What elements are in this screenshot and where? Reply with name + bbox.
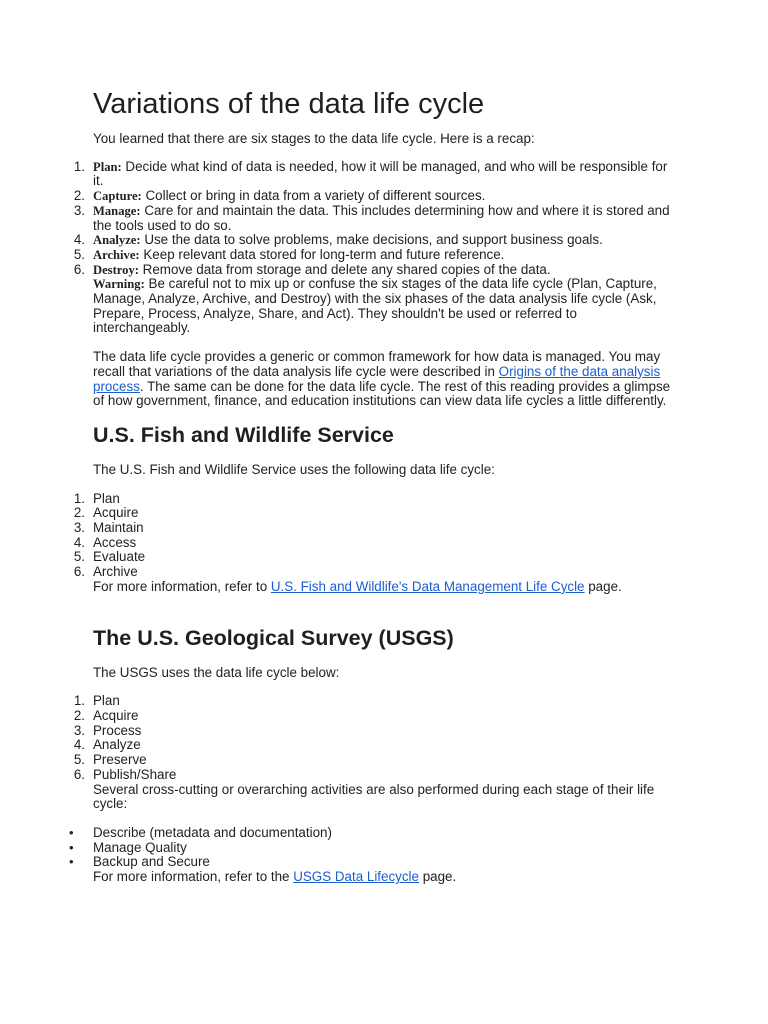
- document-content: [69, 86, 675, 885]
- framework-text-after: . The same can be done for the data life cycle. The rest of this reading provides a glimpse of how government, finance, and education institutions can view data life cycles a little differently.: [93, 378, 671, 409]
- list-item: [73, 490, 675, 507]
- stage-description: Use the data to solve problems, make decisions, and support business goals.: [144, 232, 603, 248]
- list-number: 3.: [73, 722, 85, 738]
- list-item: [73, 505, 675, 521]
- stage-term: Capture:: [93, 189, 142, 204]
- bullet-icon: •: [69, 824, 74, 840]
- list-item: [73, 158, 675, 189]
- list-number: 1.: [73, 490, 85, 506]
- list-item: [73, 737, 675, 753]
- usgs-crosscut-text: Several cross-cutting or overarching activities are also performed during each stage of their life cycle:: [93, 781, 655, 812]
- list-item: [69, 824, 675, 841]
- list-number: 4.: [73, 737, 85, 753]
- list-item: [73, 188, 675, 204]
- list-number: 5.: [73, 246, 85, 262]
- stage-description: Collect or bring in data from a variety of different sources.: [145, 188, 486, 204]
- list-item-label: Manage Quality: [93, 839, 187, 855]
- usgs-more-before: For more information, refer to the: [93, 869, 294, 885]
- list-number: 5.: [73, 752, 85, 768]
- list-item: [69, 839, 675, 856]
- usgs-intro: The USGS uses the data life cycle below:: [93, 664, 340, 680]
- usgs-heading: The U.S. Geological Survey (USGS): [93, 625, 454, 650]
- fws-data-management-link[interactable]: U.S. Fish and Wildlife's Data Management Life Cycle: [270, 578, 585, 594]
- list-item-label: Plan: [93, 693, 120, 709]
- list-number: 2.: [73, 505, 85, 521]
- fws-heading: U.S. Fish and Wildlife Service: [93, 422, 394, 447]
- list-number: 4.: [73, 534, 85, 550]
- stage-term: Analyze:: [93, 233, 141, 248]
- usgs-data-lifecycle-link[interactable]: USGS Data Lifecycle: [293, 869, 419, 885]
- list-item-label: Archive: [93, 564, 138, 580]
- list-number: 5.: [73, 549, 85, 565]
- intro-paragraph: You learned that there are six stages to the data life cycle. Here is a recap:: [93, 131, 535, 146]
- fws-intro: The U.S. Fish and Wildlife Service uses the following data life cycle:: [93, 461, 495, 477]
- list-item: [69, 854, 675, 870]
- list-item: [73, 707, 675, 724]
- stages-list: [73, 158, 675, 278]
- list-item: [73, 534, 675, 551]
- list-item: [73, 693, 675, 709]
- list-number: 1.: [73, 158, 85, 174]
- usgs-more-after: page.: [418, 869, 457, 885]
- list-item-label: Acquire: [93, 707, 139, 723]
- list-item-label: Describe (metadata and documentation): [93, 824, 332, 840]
- list-number: 2.: [73, 707, 85, 723]
- list-number: 3.: [73, 202, 85, 218]
- list-number: 4.: [73, 232, 85, 248]
- stage-term: Manage:: [93, 203, 141, 218]
- list-item: [73, 549, 675, 565]
- list-item-label: Preserve: [93, 752, 147, 768]
- stage-term: Plan:: [93, 159, 122, 174]
- list-item: [73, 722, 675, 739]
- list-item-label: Backup and Secure: [93, 854, 210, 870]
- list-item: [73, 202, 675, 233]
- origins-link[interactable]: Origins of the data analysis process: [93, 363, 661, 394]
- fws-list: [73, 490, 675, 580]
- list-number: 6.: [73, 261, 85, 277]
- list-item-label: Evaluate: [93, 549, 146, 565]
- list-item: [73, 752, 675, 768]
- list-item: [73, 564, 675, 580]
- framework-text-before: The data life cycle provides a generic or common framework for how data is managed. You may recall that variations of the data analysis life cycle were described in: [93, 349, 661, 379]
- list-item-label: Access: [93, 534, 137, 550]
- usgs-activities-list: [69, 824, 675, 870]
- stage-description: Remove data from storage and delete any shared copies of the data.: [142, 261, 551, 277]
- stage-description: Care for and maintain the data. This includes determining how and where it is stored and the tools used to do so.: [93, 202, 670, 233]
- list-number: 1.: [73, 693, 85, 709]
- list-item-label: Process: [93, 722, 142, 738]
- warning-term: Warning:: [93, 277, 145, 292]
- warning-text: Be careful not to mix up or confuse the six stages of the data life cycle (Plan, Capture, Manage, Analyze, Archive, and Destroy) with the six phases of the data analysis life cycle (Ask, Prepare, Process, Analyze, Share, and Act). They shouldn't be used or referred to interchangeably.: [93, 276, 657, 336]
- page-title: Variations of the data life cycle: [93, 88, 485, 120]
- list-item-label: Analyze: [93, 737, 141, 753]
- fws-more-info: [93, 580, 675, 595]
- list-number: 2.: [73, 188, 85, 204]
- list-item-label: Acquire: [93, 505, 139, 521]
- stage-description: Keep relevant data stored for long-term and future reference.: [143, 246, 505, 262]
- bullet-icon: •: [69, 854, 74, 870]
- bullet-icon: •: [69, 839, 74, 855]
- list-item-label: Maintain: [93, 520, 144, 536]
- usgs-more-info: [93, 870, 675, 885]
- warning-note: [93, 277, 675, 336]
- list-number: 3.: [73, 520, 85, 536]
- list-number: 6.: [73, 564, 85, 580]
- list-item-label: Plan: [93, 490, 120, 506]
- framework-paragraph: [93, 350, 675, 409]
- stage-term: Archive:: [93, 247, 140, 262]
- list-item: [73, 520, 675, 536]
- list-number: 6.: [73, 766, 85, 782]
- list-item: [73, 766, 675, 783]
- usgs-list: [73, 693, 675, 782]
- fws-more-before: For more information, refer to: [93, 578, 271, 594]
- stage-term: Destroy:: [93, 262, 139, 277]
- list-item: [73, 261, 675, 278]
- list-item: [73, 232, 675, 248]
- list-item: [73, 246, 675, 263]
- list-item-label: Publish/Share: [93, 766, 177, 782]
- fws-more-after: page.: [584, 578, 622, 594]
- stage-description: Decide what kind of data is needed, how it will be managed, and who will be responsible for it.: [93, 158, 668, 189]
